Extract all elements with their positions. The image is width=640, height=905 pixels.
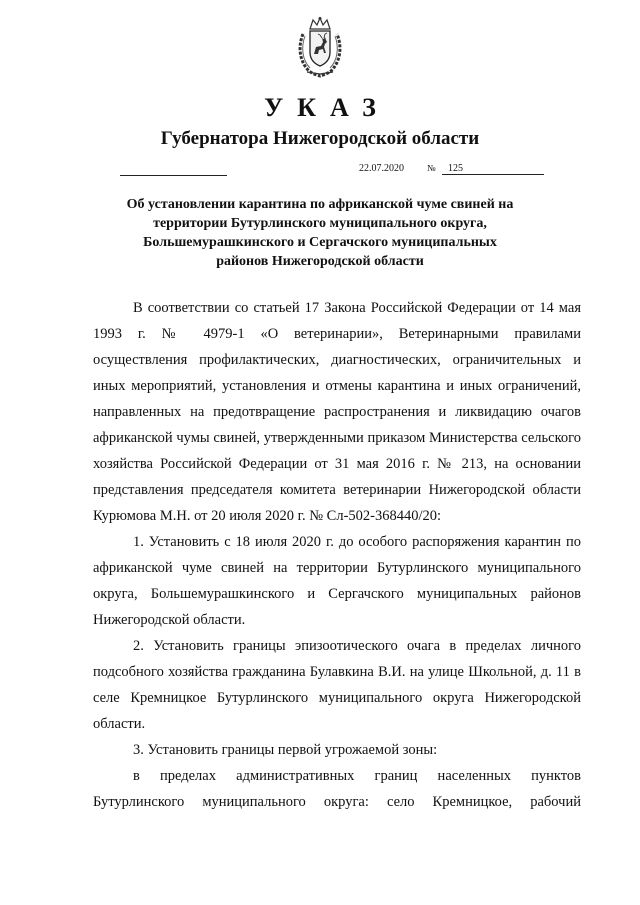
subject-line: Большемурашкинского и Сергачского муниципальных bbox=[143, 235, 497, 250]
clause-3-paragraph: 3. Установить границы первой угрожаемой зоны: bbox=[133, 742, 438, 758]
coat-of-arms-emblem bbox=[295, 16, 345, 78]
number-label: № bbox=[427, 163, 436, 173]
decree-title: УКАЗ bbox=[264, 93, 390, 122]
clause-1-paragraph: 1. Установить с 18 июля 2020 г. до особого распоряжения карантин по африканской чуме свиней на территории Бутурлинского муниципального округа, Большемурашкинского и Сергачского муниципальных районов Нижегородской области. bbox=[93, 534, 581, 628]
decree-body bbox=[93, 295, 581, 815]
decree-number: 125 bbox=[442, 163, 544, 175]
clause-2-paragraph: 2. Установить границы эпизоотического очага в пределах личного подсобного хозяйства гражданина Булавкина В.И. на улице Школьной, д. 11 в селе Кремницкое Бутурлинского муниципального округа Нижегородской области. bbox=[93, 638, 581, 732]
decree-subject bbox=[0, 195, 640, 271]
decree-date: 22.07.2020 bbox=[359, 163, 404, 174]
clause-3-detail-paragraph: в пределах административных границ населенных пунктов Бутурлинского муниципального округа: село Кремницкое, рабочий bbox=[93, 768, 581, 810]
subject-line: районов Нижегородской области bbox=[216, 254, 424, 269]
issuer-title: Губернатора Нижегородской области bbox=[160, 128, 480, 149]
decree-meta-row bbox=[0, 160, 640, 180]
subject-line: Об установлении карантина по африканской чуме свиней на bbox=[126, 197, 514, 212]
blank-signature-line bbox=[120, 175, 227, 176]
preamble-paragraph: В соответствии со статьей 17 Закона Российской Федерации от 14 мая 1993 г. № 4979-1 «О ветеринарии», Ветеринарными правилами осуществления профилактических, диагностических, ограничительных и иных мероприятий, установления и отмены карантина и иных ограничений, направленных на предотвращение распространения и ликвидацию очагов африканской чумы свиней, утвержденными приказом Министерства сельского хозяйства Российской Федерации от 31 мая 2016 г. № 213, на основании представления председателя комитета ветеринарии Нижегородской области Курюмова М.Н. от 20 июля 2020 г. № Сл-502-368440/20: bbox=[93, 300, 581, 524]
subject-line: территории Бутурлинского муниципального округа, bbox=[153, 216, 487, 231]
